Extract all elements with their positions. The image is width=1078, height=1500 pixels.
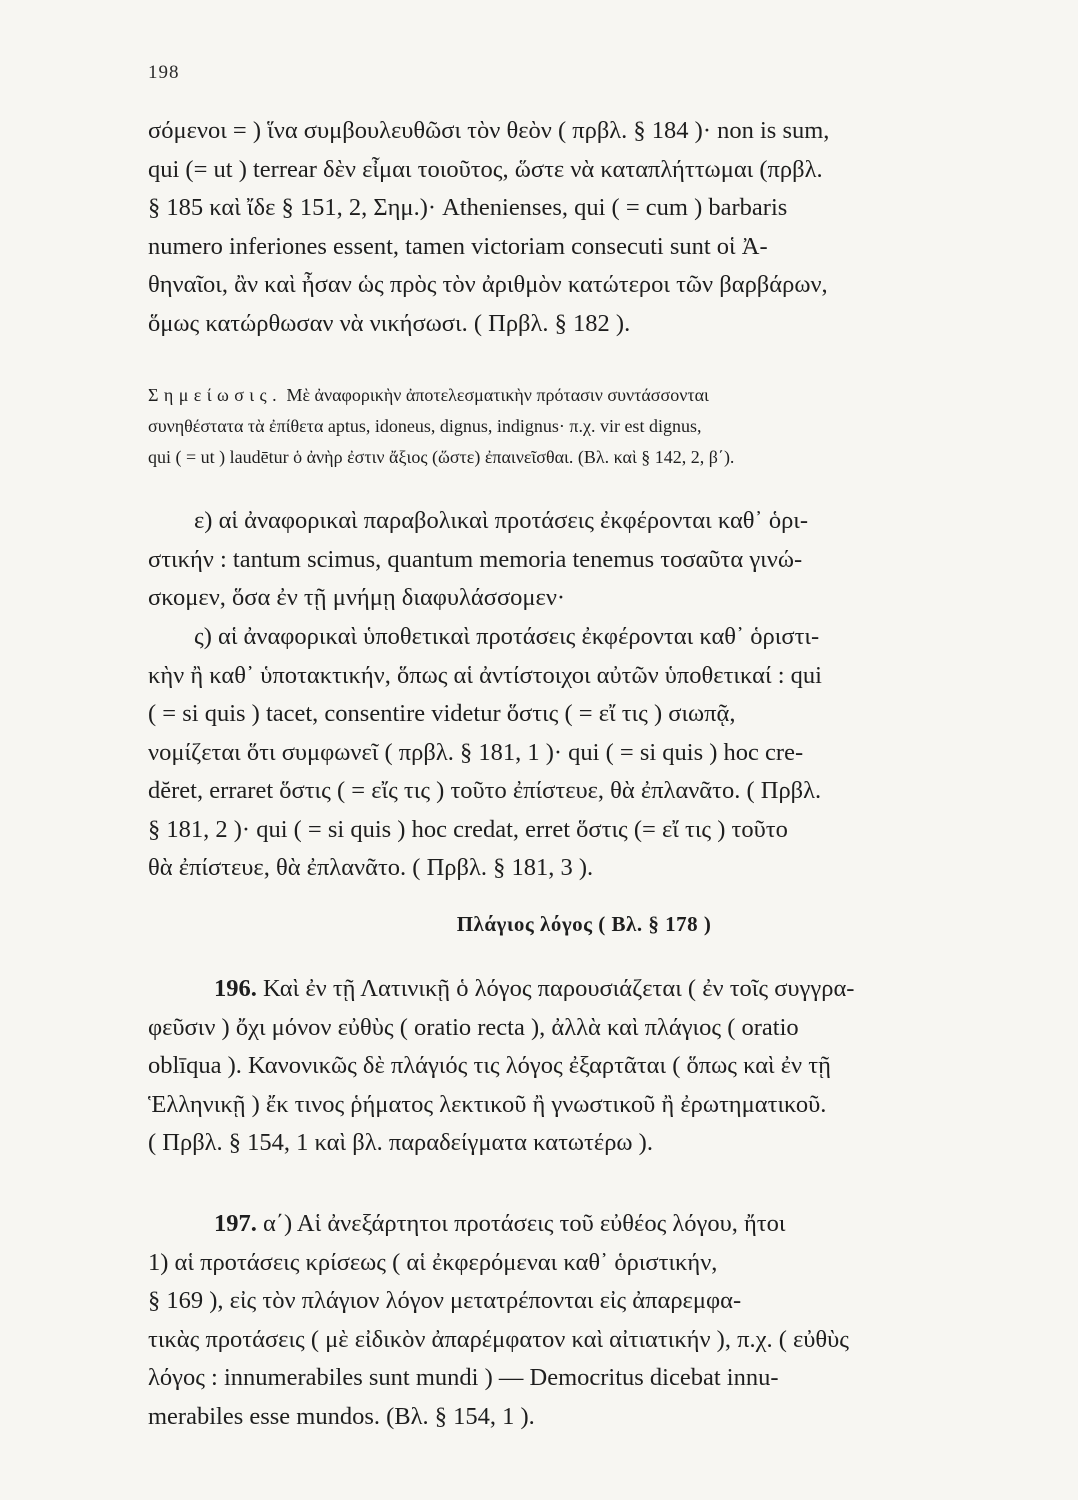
text-line: ὅμως κατώρθωσαν νὰ νικήσωσι. ( Πρβλ. § 182 ). [148, 309, 631, 337]
text-line: θηναῖοι, ἂν καὶ ἦσαν ὡς πρὸς τὸν ἀριθμὸν κατώτεροι τῶν βαρβάρων, [148, 271, 828, 298]
text-line: qui (= ut ) terrear δὲν εἶμαι τοιοῦτος, ὥστε νὰ καταπλήττωμαι (πρβλ. [148, 155, 823, 183]
text-line: σόμενοι = ) ἵνα συμβουλευθῶσι τὸν θεὸν ( πρβλ. § 184 )· non is sum, [148, 117, 830, 144]
text-line [148, 970, 1020, 1009]
text-line-content: Καὶ ἐν τῇ Λατινικῇ ὁ λόγος παρουσιάζεται ( ἐν τοῖς συγγρα- [263, 975, 855, 1002]
text-line: λόγος : innumerabiles sunt mundi ) — Democritus dicebat innu- [148, 1364, 779, 1391]
text-line: φεῦσιν ) ὄχι μόνον εὐθὺς ( oratio recta ), ἀλλὰ καὶ πλάγιος ( oratio [148, 1013, 799, 1041]
text-line: τικὰς προτάσεις ( μὲ εἰδικὸν ἀπαρέμφατον καὶ αἰτιατικήν ), π.χ. ( εὐθὺς [148, 1325, 849, 1353]
section-e [148, 502, 1020, 618]
text-line [148, 1205, 1020, 1244]
text-line: § 185 καὶ ἴδε § 151, 2, Σημ.)· Athenienses, qui ( = cum ) barbaris [148, 194, 788, 221]
text-line: σκομεν, ὅσα ἐν τῇ μνήμῃ διαφυλάσσομεν· [148, 584, 566, 611]
note-line [148, 380, 1020, 411]
text-line: ( = si quis ) tacet, consentire videtur ὅστις ( = εἴ τις ) σιωπᾷ, [148, 700, 736, 727]
note [148, 380, 1020, 473]
note-label: Σημείωσις. [148, 385, 282, 405]
section-number: 197. [214, 1210, 257, 1237]
text-line: dĕret, erraret ὅστις ( = εἴς τις ) τοῦτο ἐπίστευε, θὰ ἐπλανᾶτο. ( Πρβλ. [148, 777, 822, 804]
text-line: 1) αἱ προτάσεις κρίσεως ( αἱ ἐκφερόμεναι καθ᾽ ὁριστικήν, [148, 1248, 718, 1276]
note-text: Μὲ ἀναφορικὴν ἀποτελεσματικὴν πρότασιν συντάσσονται [286, 385, 709, 405]
text-line: κὴν ἢ καθ᾽ ὑποτακτικήν, ὅπως αἱ ἀντίστοιχοι αὐτῶν ὑποθετικαί : qui [148, 661, 822, 689]
text-line: merabiles esse mundos. (Βλ. § 154, 1 ). [148, 1402, 535, 1430]
text-line: oblīqua ). Κανονικῶς δὲ πλάγιός τις λόγος ἐξαρτᾶται ( ὅπως καὶ ἐν τῇ [148, 1052, 831, 1079]
text-line: ε) αἱ ἀναφορικαὶ παραβολικαὶ προτάσεις ἐκφέρονται καθ᾽ ὁρι- [194, 507, 809, 534]
text-line-content: α΄) Αἱ ἀνεξάρτητοι προτάσεις τοῦ εὐθέος λόγου, ἤτοι [263, 1210, 786, 1237]
note-line: qui ( = ut ) laudētur ὁ ἀνὴρ ἐστιν ἄξιος (ὥστε) ἐπαινεῖσθαι. (Βλ. καὶ § 142, 2, β΄). [148, 447, 735, 467]
text-line: Ἑλληνικῇ ) ἔκ τινος ῥήματος λεκτικοῦ ἢ γνωστικοῦ ἢ ἐρωτηματικοῦ. [148, 1090, 827, 1118]
section-196 [148, 970, 1020, 1163]
text-line: ( Πρβλ. § 154, 1 καὶ βλ. παραδείγματα κατωτέρω ). [148, 1129, 653, 1156]
section-heading: Πλάγιος λόγος ( Βλ. § 178 ) [456, 912, 712, 936]
text-line: θὰ ἐπίστευε, θὰ ἐπλανᾶτο. ( Πρβλ. § 181, 3 ). [148, 854, 594, 881]
text-line: στικήν : tantum scimus, quantum memoria tenemus τοσαῦτα γινώ- [148, 545, 803, 573]
section-s [148, 618, 1020, 888]
text-line: § 169 ), εἰς τὸν πλάγιον λόγον μετατρέπονται εἰς ἀπαρεμφα- [148, 1287, 742, 1314]
text-line: numero inferiones essent, tamen victoriam consecuti sunt οἱ Ἀ- [148, 232, 768, 260]
text-line: νομίζεται ὅτι συμφωνεῖ ( πρβλ. § 181, 1 )· qui ( = si quis ) hoc cre- [148, 738, 804, 766]
page-number: 198 [148, 62, 180, 83]
section-number: 196. [214, 975, 257, 1002]
note-line: συνηθέστατα τὰ ἐπίθετα aptus, idoneus, dignus, indignus· π.χ. vir est dignus, [148, 416, 702, 436]
section-197 [148, 1205, 1020, 1436]
text-line: § 181, 2 )· qui ( = si quis ) hoc credat, erret ὅστις (= εἴ τις ) τοῦτο [148, 815, 788, 843]
paragraph-continued [148, 112, 1020, 343]
text-line: ς) αἱ ἀναφορικαὶ ὑποθετικαὶ προτάσεις ἐκφέρονται καθ᾽ ὁριστι- [194, 623, 820, 650]
